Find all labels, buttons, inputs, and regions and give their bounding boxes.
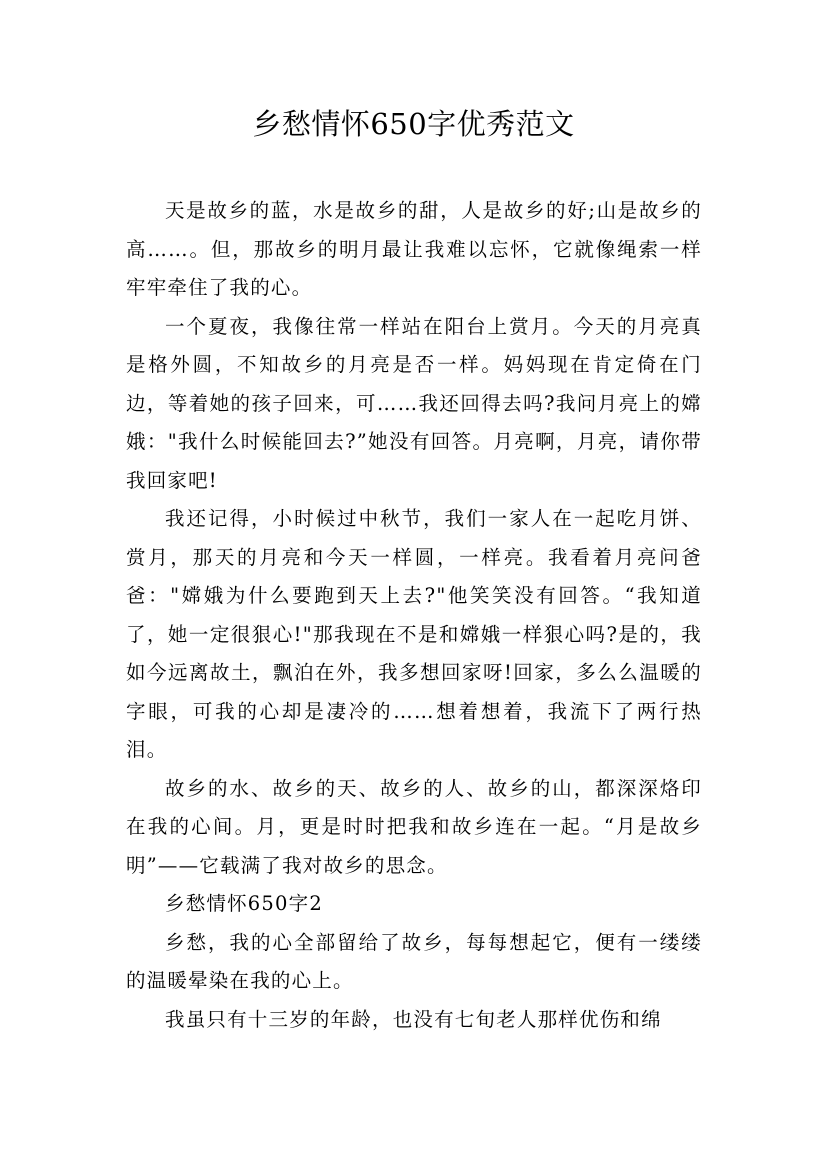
document-title: 乡愁情怀650字优秀范文: [252, 107, 575, 141]
section-heading-2: 乡愁情怀650字2: [165, 892, 323, 915]
paragraph-6: 我虽只有十三岁的年龄，也没有七旬老人那样优伤和绵: [165, 1007, 662, 1031]
document-body: [126, 192, 702, 1039]
paragraph-5: 乡愁，我的心全部留给了故乡，每每想起它，便有一缕缕的温暖晕染在我的心上。: [126, 930, 702, 992]
paragraph-1: 天是故乡的蓝，水是故乡的甜，人是故乡的好;山是故乡的高……。但，那故乡的明月最让我难以忘怀，它就像绳索一样牢牢牵住了我的心。: [126, 199, 702, 299]
paragraph-2: 一个夏夜，我像往常一样站在阳台上赏月。今天的月亮真是格外圆，不知故乡的月亮是否一样。妈妈现在肯定倚在门边，等着她的孩子回来，可……我还回得去吗?我问月亮上的嫦娥："我什么时候能回去?”她没有回答。月亮啊，月亮，请你带我回家吧!: [126, 314, 702, 492]
paragraph-4: 故乡的水、故乡的天、故乡的人、故乡的山，都深深烙印在我的心间。月，更是时时把我和故乡连在一起。“月是故乡明”——它载满了我对故乡的思念。: [126, 776, 702, 877]
paragraph-3: 我还记得，小时候过中秋节，我们一家人在一起吃月饼、赏月，那天的月亮和今天一样圆，一样亮。我看着月亮问爸爸："嫦娥为什么要跑到天上去?"他笑笑没有回答。“我知道了，她一定很狠心!"那我现在不是和嫦娥一样狠心吗?是的，我如今远离故土，飘泊在外，我多想回家呀!回家，多么么温暖的字眼，可我的心却是凄冷的……想着想着，我流下了两行热泪。: [126, 507, 702, 761]
